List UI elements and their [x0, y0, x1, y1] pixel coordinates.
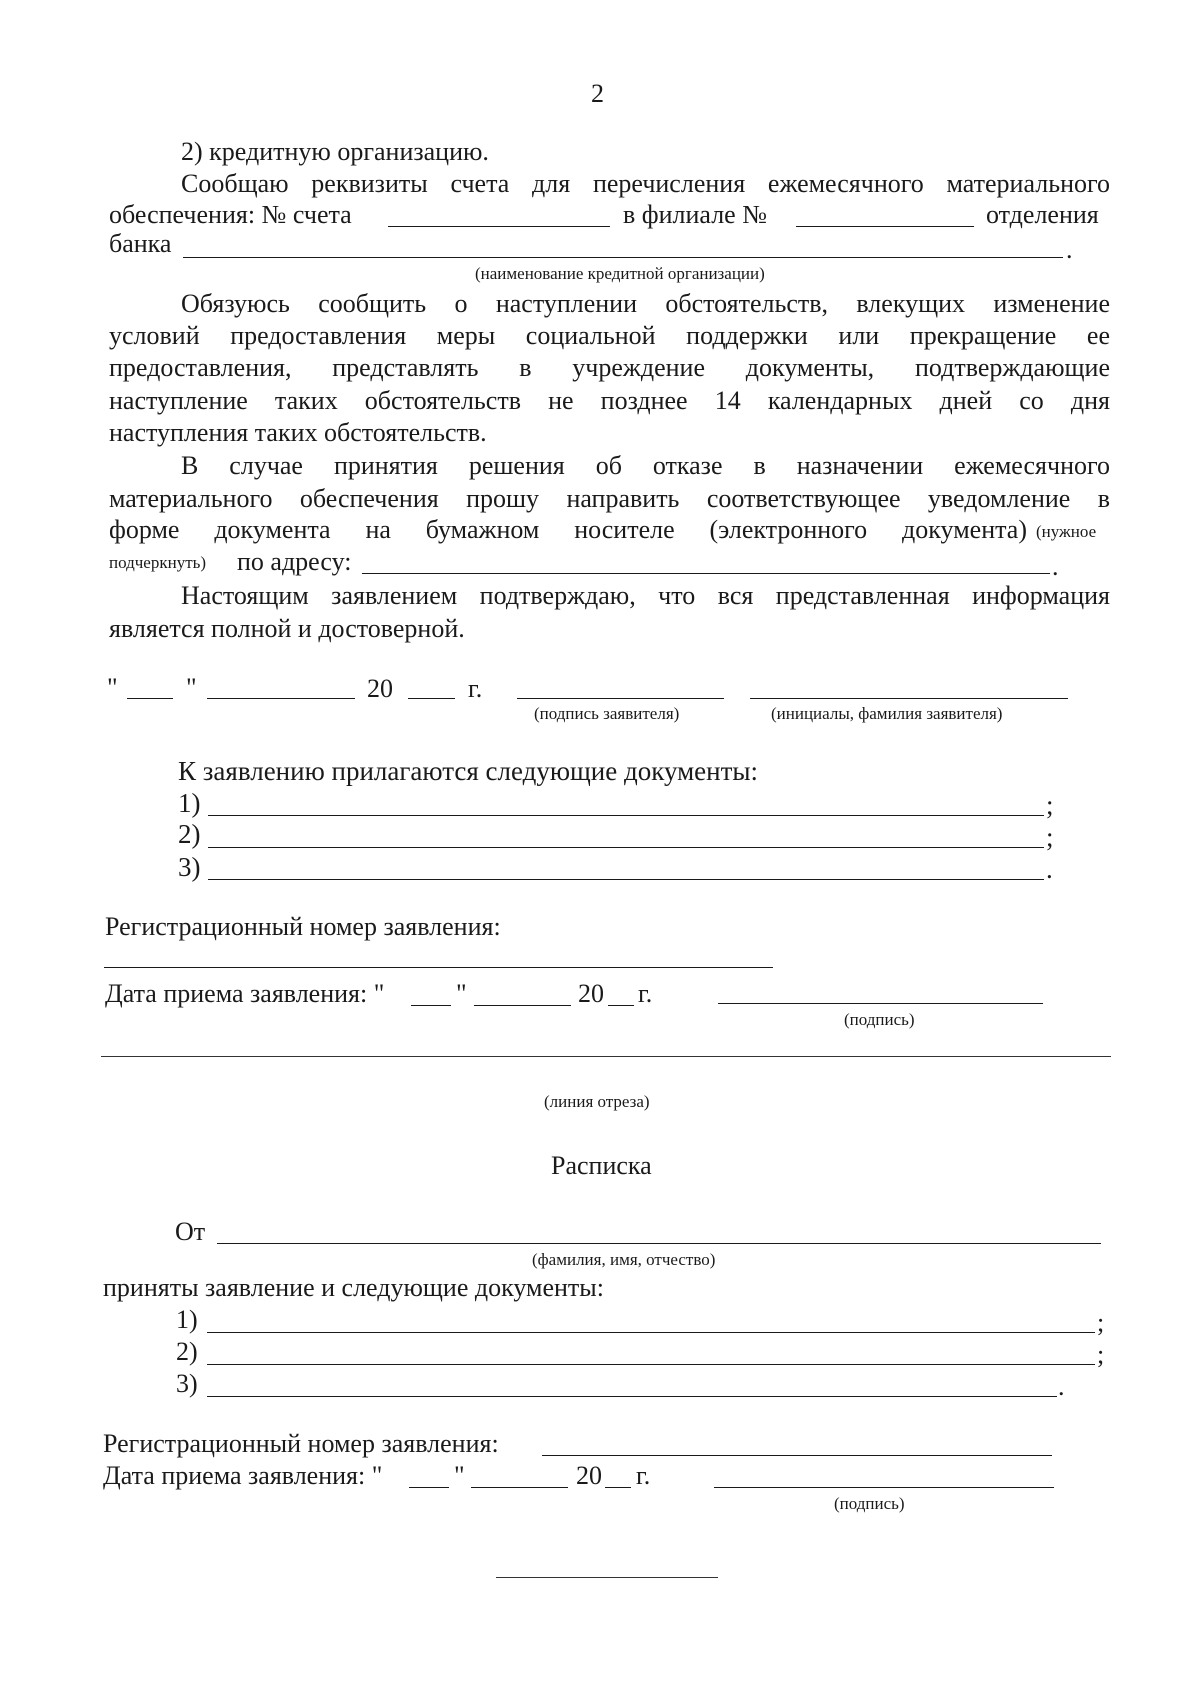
receipt-item-end: .: [1058, 1372, 1065, 1401]
registration-label: Регистрационный номер заявления:: [105, 912, 501, 941]
caption-signature: (подпись): [844, 1010, 915, 1029]
received-month-field[interactable]: [474, 1005, 571, 1006]
receipt-caption-signature: (подпись): [834, 1494, 905, 1513]
receipt-item-field-2[interactable]: [207, 1364, 1095, 1365]
account-number-field[interactable]: [388, 226, 610, 227]
text-line: банка: [109, 229, 172, 258]
text-line: .: [1052, 552, 1059, 581]
attachment-end: ;: [1046, 822, 1054, 852]
text-line-small: (нужное: [1036, 522, 1097, 541]
applicant-signature-field[interactable]: [517, 698, 724, 699]
receipt-year-field[interactable]: [605, 1487, 631, 1488]
caption-bank: (наименование кредитной организации): [475, 264, 765, 283]
receipt-date-g: г.: [636, 1461, 651, 1490]
receipt-title: Расписка: [551, 1151, 652, 1180]
receipt-item-field-3[interactable]: [207, 1396, 1057, 1397]
receipt-registration-field[interactable]: [542, 1455, 1052, 1456]
text-line: обеспечения: № счета: [109, 200, 352, 229]
attachment-end: .: [1046, 854, 1053, 884]
text-line: Настоящим заявлением подтверждаю, что вся представленная информация: [181, 581, 1110, 610]
receipt-signature-field[interactable]: [714, 1487, 1054, 1488]
text-line: наступление таких обстоятельств не позднее 14 календарных дней со дня: [109, 386, 1110, 415]
text-line: в филиале №: [623, 200, 768, 229]
text-line: Сообщаю реквизиты счета для перечисления ежемесячного материального: [181, 169, 1110, 198]
cut-line: [101, 1056, 1111, 1057]
from-label: От: [175, 1217, 206, 1246]
date-g: г.: [638, 979, 653, 1008]
receipt-item-number: 1): [176, 1305, 198, 1334]
year-suffix: г.: [468, 674, 483, 703]
accepted-text: приняты заявление и следующие документы:: [103, 1273, 604, 1302]
text-line: условий предоставления меры социальной поддержки или прекращение ее: [109, 321, 1110, 350]
address-field[interactable]: [362, 573, 1050, 574]
attachment-number: 3): [178, 852, 201, 882]
text-line: Обязуюсь сообщить о наступлении обстоятельств, влекущих изменение: [181, 289, 1110, 318]
registration-number-field[interactable]: [104, 967, 773, 968]
receipt-item-end: ;: [1097, 1308, 1105, 1337]
day-field[interactable]: [127, 698, 173, 699]
branch-number-field[interactable]: [796, 226, 974, 227]
received-signature-field[interactable]: [718, 1003, 1043, 1004]
text-line: предоставления, представлять в учреждение документы, подтверждающие: [109, 353, 1110, 382]
text-line: по адресу:: [237, 547, 352, 576]
text-line: В случае принятия решения об отказе в назначении ежемесячного: [181, 451, 1110, 480]
receipt-item-number: 2): [176, 1337, 198, 1366]
received-day-field[interactable]: [411, 1005, 451, 1006]
applicant-name-field[interactable]: [750, 698, 1068, 699]
attachment-end: ;: [1046, 790, 1054, 820]
attachment-field-1[interactable]: [208, 815, 1044, 816]
text-line: наступления таких обстоятельств.: [109, 418, 487, 447]
attachment-number: 2): [178, 819, 201, 849]
receipt-date-quote: ": [454, 1461, 465, 1490]
receipt-item-number: 3): [176, 1369, 198, 1398]
caption-name: (инициалы, фамилия заявителя): [771, 704, 1003, 723]
year-field[interactable]: [408, 698, 455, 699]
quote-close: ": [186, 673, 197, 702]
receipt-item-end: ;: [1097, 1340, 1105, 1369]
receipt-registration-label: Регистрационный номер заявления:: [103, 1429, 499, 1458]
date-received-label: Дата приема заявления: ": [105, 979, 385, 1008]
text-line: .: [1066, 235, 1073, 264]
page-number: 2: [591, 79, 604, 108]
text-line: отделения: [986, 200, 1099, 229]
text-line: 2) кредитную организацию.: [181, 137, 489, 166]
cut-line-caption: (линия отреза): [544, 1092, 650, 1111]
attachment-field-3[interactable]: [208, 879, 1044, 880]
text-line-small: подчеркнуть): [109, 553, 207, 572]
receipt-month-field[interactable]: [471, 1487, 568, 1488]
attachment-number: 1): [178, 788, 201, 818]
quote-open: ": [107, 673, 118, 702]
year-prefix: 20: [367, 674, 393, 703]
receipt-item-field-1[interactable]: [207, 1332, 1095, 1333]
text-line: материального обеспечения прошу направить соответствующее уведомление в: [109, 484, 1110, 513]
bank-name-field[interactable]: [183, 257, 1063, 258]
date-year: 20: [578, 979, 604, 1008]
date-quote: ": [456, 979, 467, 1008]
caption-fio: (фамилия, имя, отчество): [532, 1250, 716, 1269]
receipt-day-field[interactable]: [409, 1487, 449, 1488]
attachments-heading: К заявлению прилагаются следующие документы:: [178, 756, 759, 786]
receipt-date-year: 20: [576, 1461, 602, 1490]
text-line: является полной и достоверной.: [109, 614, 465, 643]
caption-signature: (подпись заявителя): [534, 704, 680, 723]
month-field[interactable]: [207, 698, 355, 699]
receipt-date-label: Дата приема заявления: ": [103, 1461, 383, 1490]
attachment-field-2[interactable]: [208, 847, 1044, 848]
received-year-field[interactable]: [608, 1005, 634, 1006]
closing-rule: [496, 1577, 718, 1578]
receipt-fio-field[interactable]: [217, 1243, 1101, 1244]
text-line: форме документа на бумажном носителе (электронного документа): [109, 515, 1027, 544]
